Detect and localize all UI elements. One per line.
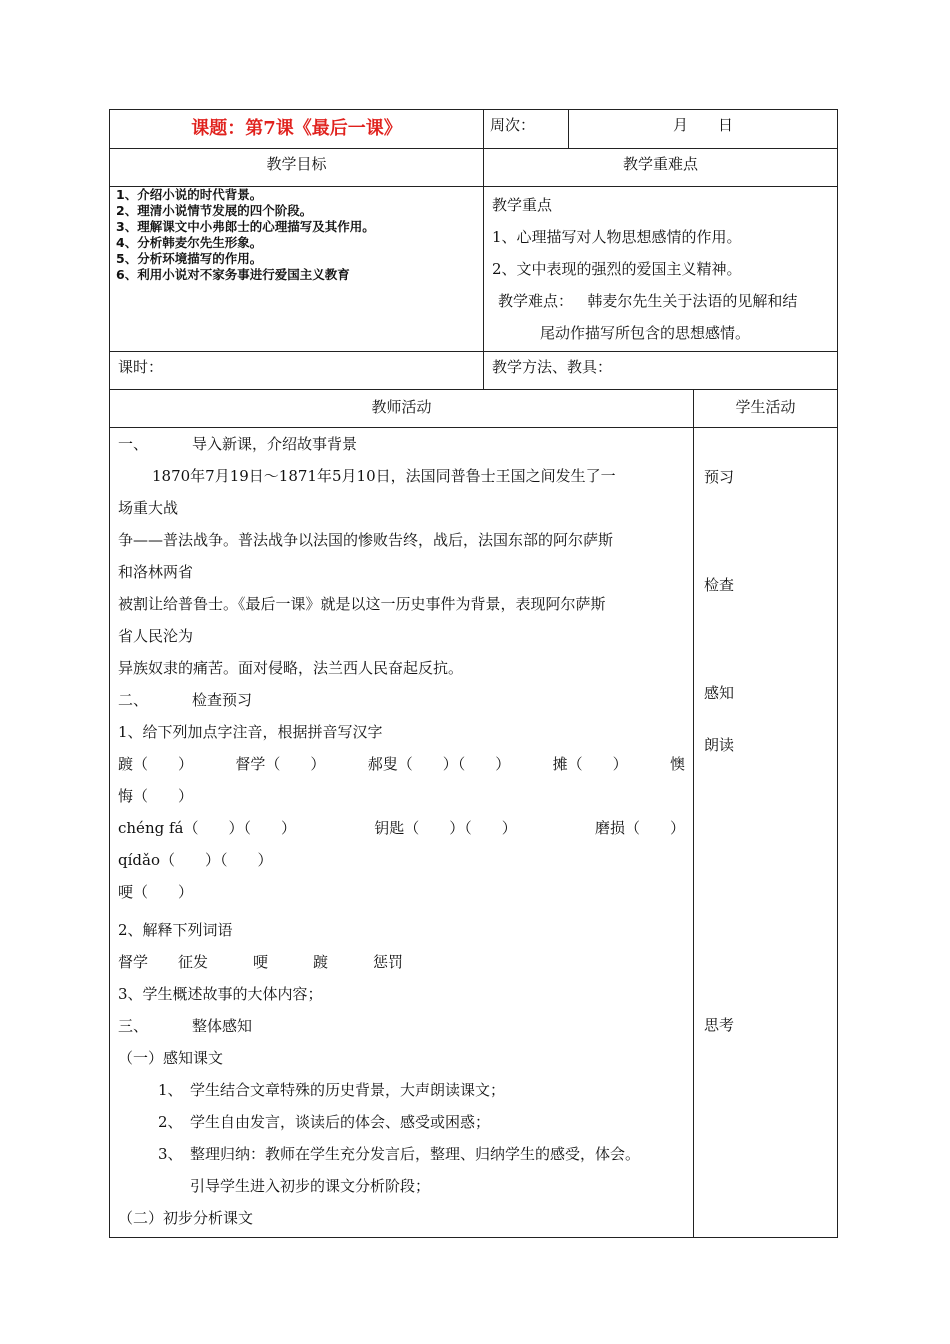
student-heading: 学生活动 — [694, 390, 838, 428]
goal-item: 1、介绍小说的时代背景。 — [116, 187, 263, 202]
step-item: 1、 学生结合文章特殊的历史背景，大声朗读课文； — [158, 1081, 506, 1099]
lesson-title: 课题：第7课《最后一课》 — [110, 110, 484, 149]
question: 2、解释下列词语 — [118, 921, 233, 939]
teacher-heading: 教师活动 — [110, 390, 694, 428]
goal-item: 3、理解课文中小弗郎士的心理描写及其作用。 — [116, 219, 375, 234]
student-activity: 预习 — [704, 468, 735, 486]
step-item: 3、 整理归纳：教师在学生充分发言后，整理、归纳学生的感受，体会。 — [158, 1145, 641, 1163]
section-title: 检查预习 — [192, 691, 253, 709]
difficulty-text: 韩麦尔先生关于法语的见解和结 — [587, 292, 798, 310]
key-points-label: 教学重点 — [492, 196, 553, 214]
section-number: 二、 — [118, 691, 149, 709]
background-text: 省人民沦为 — [118, 627, 194, 645]
subsection-title: （二）初步分析课文 — [118, 1209, 254, 1227]
difficulty-label: 教学难点： — [498, 292, 574, 310]
background-text: 被割让给普鲁士。《最后一课》就是以这一历史事件为背景，表现阿尔萨斯 — [118, 595, 606, 613]
hours-label: 课时： — [110, 352, 484, 390]
question: 3、学生概述故事的大体内容； — [118, 985, 323, 1003]
goals-table — [109, 148, 838, 390]
key-points-cell — [484, 187, 838, 352]
pinyin-blank: 磨损（ ） — [594, 819, 685, 837]
student-activity: 朗读 — [704, 736, 735, 754]
lesson-plan — [109, 109, 837, 1238]
goals-heading: 教学目标 — [110, 149, 484, 187]
word-blank: 摊（ ） — [552, 755, 628, 773]
header-table — [109, 109, 838, 149]
word-blank: 哽（ ） — [118, 883, 194, 901]
student-activity: 感知 — [704, 684, 735, 702]
goal-item: 5、分析环境描写的作用。 — [116, 251, 263, 266]
word-blank: 督学（ ） — [235, 755, 326, 773]
methods-label: 教学方法、教具： — [484, 352, 838, 390]
word-blank: 悔（ ） — [118, 787, 194, 805]
activities-table — [109, 389, 838, 1238]
background-text: 1870年7月19日～1871年5月10日，法国同普鲁士王国之间发生了一 — [152, 467, 616, 485]
section-number: 三、 — [118, 1017, 149, 1035]
word-blank: 懊 — [669, 755, 685, 773]
pinyin-blank: chéng fá（ ）（ ） — [118, 819, 296, 837]
difficulty-text-cont: 尾动作描写所包含的思想感情。 — [540, 324, 751, 342]
subsection-title: （一）感知课文 — [118, 1049, 224, 1067]
step-item-cont: 引导学生进入初步的课文分析阶段； — [190, 1177, 431, 1195]
step-item: 2、 学生自由发言，谈读后的体会、感受或困惑； — [158, 1113, 491, 1131]
week-label: 周次： — [484, 110, 569, 149]
background-text: 场重大战 — [118, 499, 179, 517]
word-blank: 踱（ ） — [118, 755, 194, 773]
background-text: 和洛林两省 — [118, 563, 194, 581]
goal-item: 6、利用小说对不家务事进行爱国主义教育 — [116, 267, 350, 282]
section-title: 导入新课，介绍故事背景 — [192, 435, 358, 453]
month-day: 月 日 — [569, 110, 838, 149]
section-title: 整体感知 — [192, 1017, 253, 1035]
section-number: 一、 — [118, 435, 149, 453]
goals-list — [110, 187, 484, 352]
pinyin-blank: qídǎo（ ）（ ） — [118, 851, 273, 869]
term-list: 督学 征发 哽 踱 惩罚 — [118, 953, 404, 971]
pinyin-blank: 钥匙（ ）（ ） — [374, 819, 517, 837]
student-activity: 检查 — [704, 576, 735, 594]
goal-item: 2、理清小说情节发展的四个阶段。 — [116, 203, 313, 218]
word-blank: 郝叟（ ）（ ） — [367, 755, 511, 773]
key-difficult-heading: 教学重难点 — [484, 149, 838, 187]
key-point-item: 2、文中表现的强烈的爱国主义精神。 — [492, 260, 742, 278]
student-activities — [694, 428, 838, 1238]
student-activity: 思考 — [704, 1016, 735, 1034]
goal-item: 4、分析韩麦尔先生形象。 — [116, 235, 263, 250]
teacher-activities — [110, 428, 694, 1238]
key-point-item: 1、心理描写对人物思想感情的作用。 — [492, 228, 742, 246]
question: 1、给下列加点字注音，根据拼音写汉字 — [118, 723, 383, 741]
background-text: 异族奴隶的痛苦。面对侵略，法兰西人民奋起反抗。 — [118, 659, 464, 677]
background-text: 争——普法战争。普法战争以法国的惨败告终，战后，法国东部的阿尔萨斯 — [118, 531, 614, 549]
